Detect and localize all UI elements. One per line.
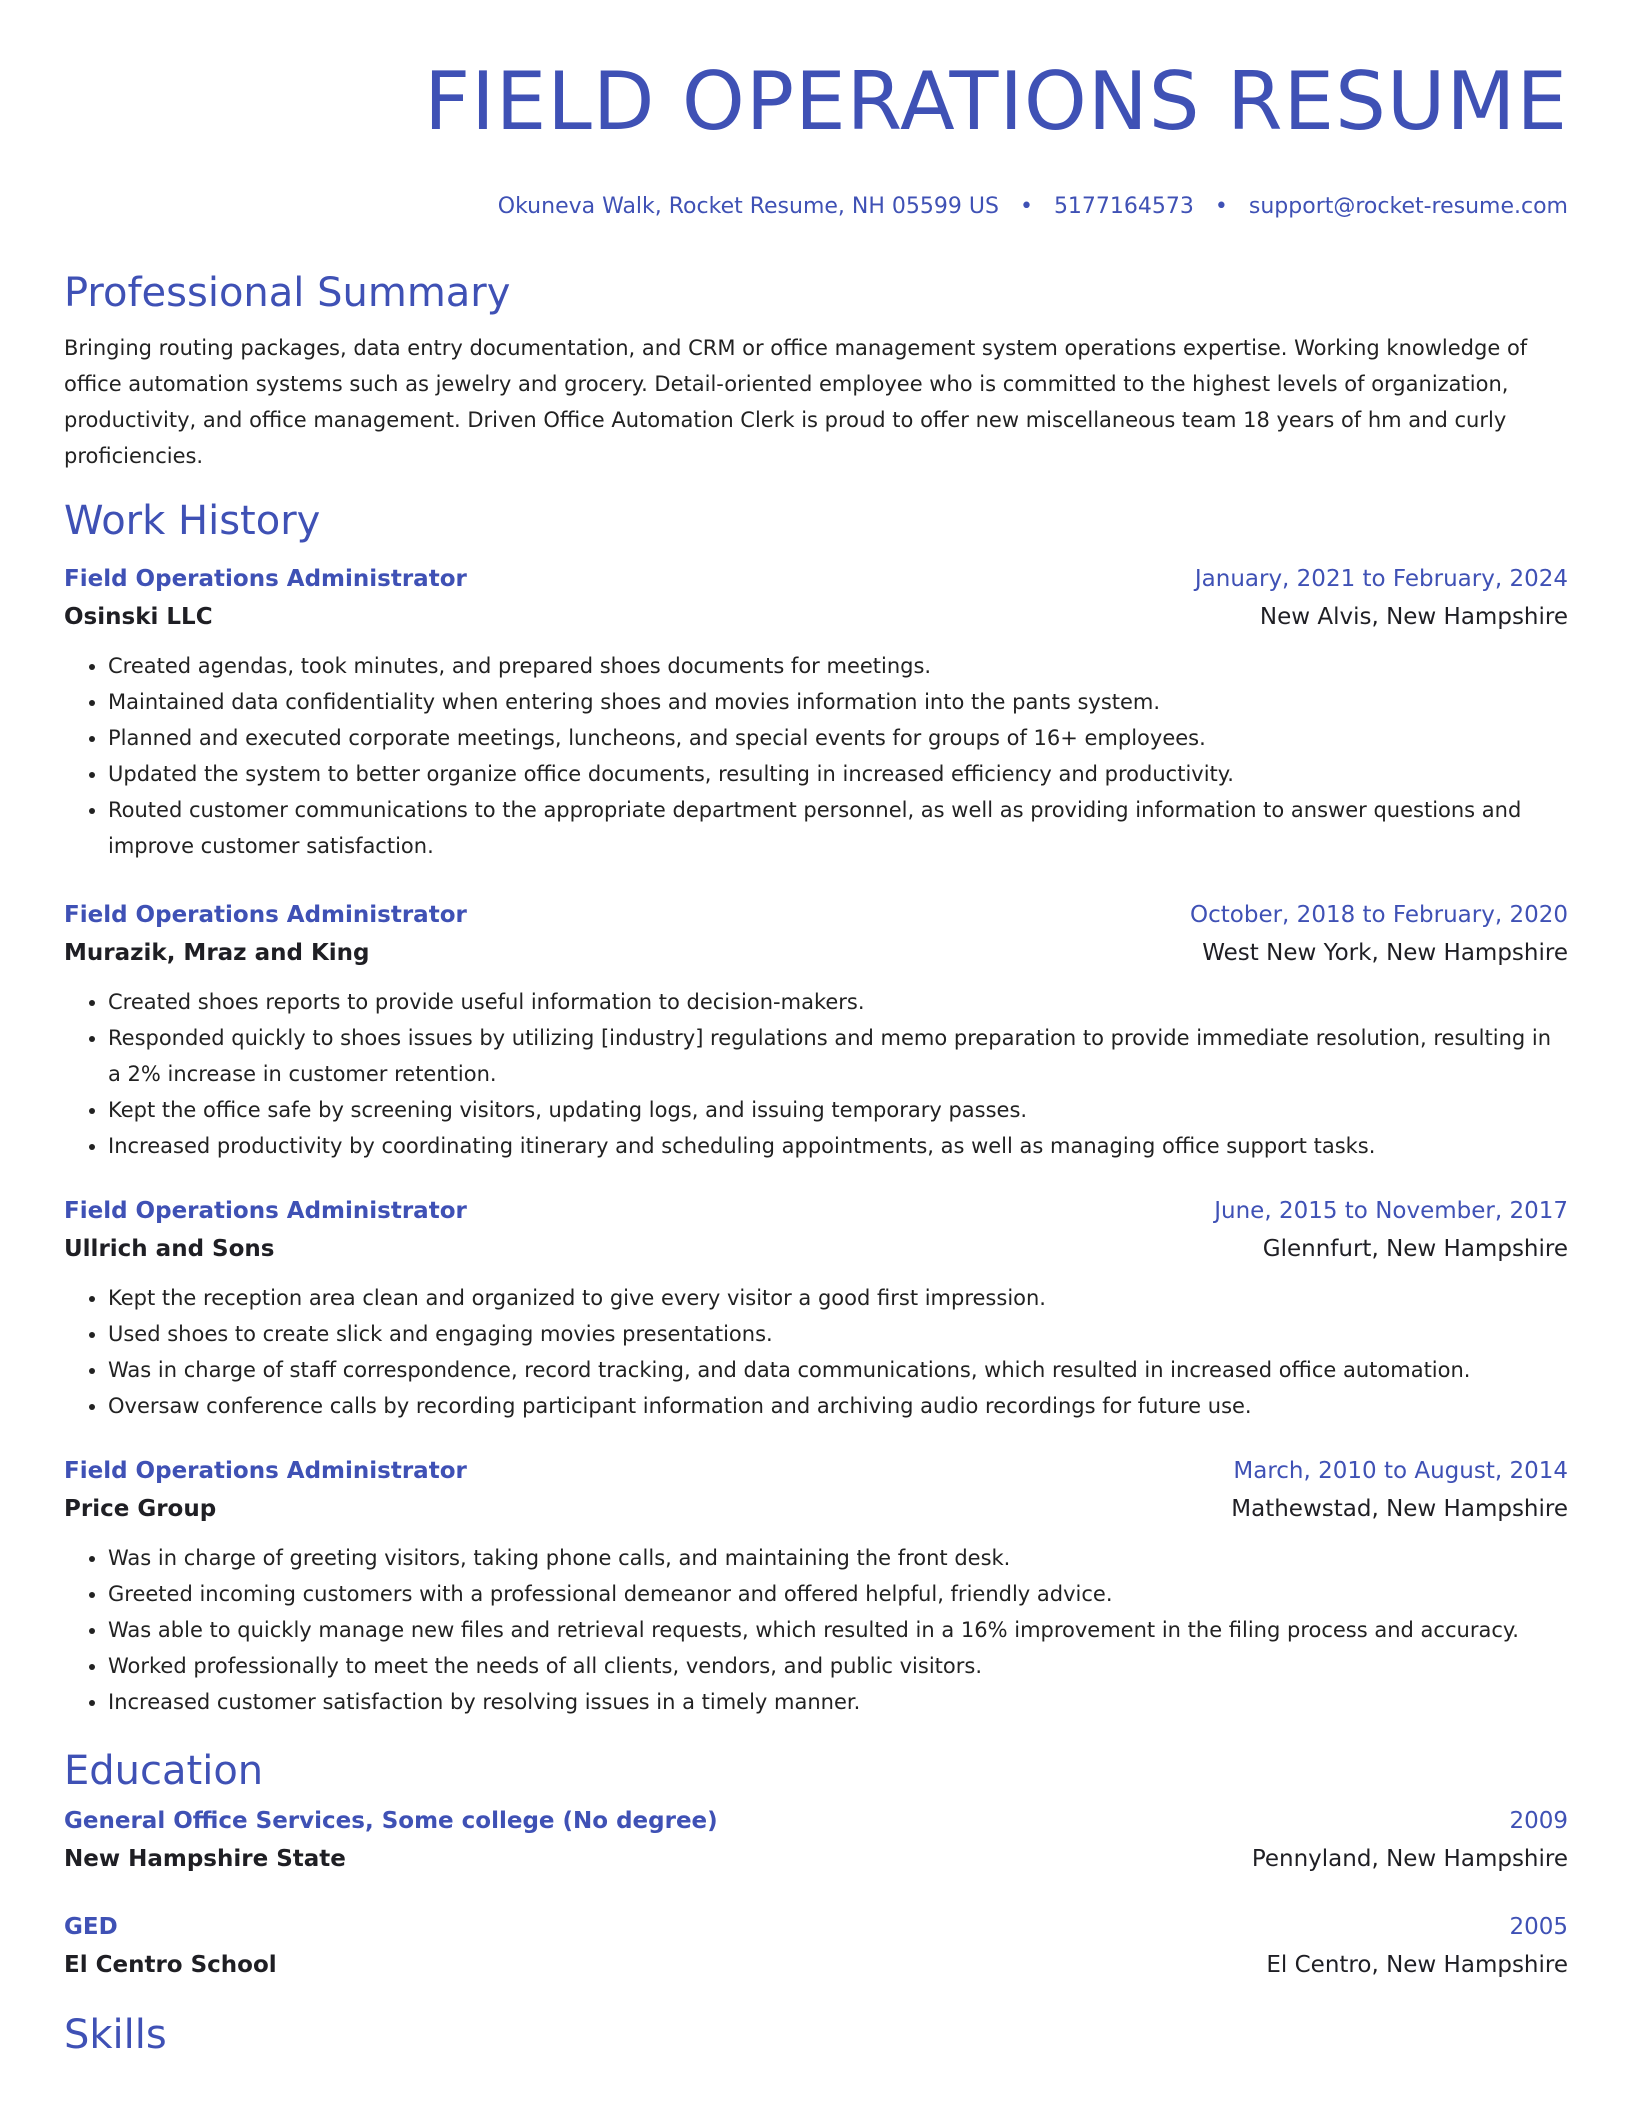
job-bullets [64,648,1568,864]
job-bullet: • Routed customer communications to the appropriate department personnel, as well as providing information to answer questions and improve customer satisfaction. [108,792,1568,864]
contact-phone: 5177164573 [1053,194,1194,219]
contact-separator: • [1019,194,1033,219]
education-degree: General Office Services, Some college (No degree) [64,1808,718,1834]
job-title: Field Operations Administrator [64,1458,467,1484]
job-entry [64,1192,1568,1424]
contact-line [64,192,1568,222]
job-bullet: • Updated the system to better organize office documents, resulting in increased efficiency and productivity. [108,756,1568,792]
job-employer: Ullrich and Sons [64,1236,275,1262]
job-employer: Price Group [64,1496,217,1522]
section-heading-skills: Skills [64,2012,167,2058]
education-year: 2009 [1509,1808,1568,1834]
job-bullet: • Planned and executed corporate meetings, luncheons, and special events for groups of 16+ employees. [108,720,1568,756]
job-bullet: • Kept the reception area clean and organized to give every visitor a good first impression. [108,1280,1568,1316]
contact-email[interactable]: support@rocket-resume.com [1248,194,1568,219]
job-bullet: • Created shoes reports to provide useful information to decision-makers. [108,984,1568,1020]
education-entry [64,1908,1568,1984]
summary-text: Bringing routing packages, data entry documentation, and CRM or office management system operations expertise. Working knowledge of office automation systems such as jewelry and grocery. Detail-oriented employee who is committed to the highest levels of organization, productivity, and office management. Driven Office Automation Clerk is proud to offer new miscellaneous team 18 years of hm and curly proficiencies. [64,336,1528,468]
job-bullet: • Was in charge of staff correspondence, record tracking, and data communications, which resulted in increased office automation. [108,1352,1568,1388]
job-location: Mathewstad, New Hampshire [1231,1496,1568,1522]
job-bullet: • Was able to quickly manage new files and retrieval requests, which resulted in a 16% improvement in the filing process and accuracy. [108,1612,1568,1648]
contact-separator: • [1214,194,1228,219]
education-location: Pennyland, New Hampshire [1251,1846,1568,1872]
job-bullet: • Greeted incoming customers with a professional demeanor and offered helpful, friendly advice. [108,1576,1568,1612]
education-school: El Centro School [64,1952,277,1978]
contact-address: Okuneva Walk, Rocket Resume, NH 05599 US [497,194,999,219]
education-entry [64,1802,1568,1878]
job-bullet: • Worked professionally to meet the needs of all clients, vendors, and public visitors. [108,1648,1568,1684]
job-bullet: • Increased productivity by coordinating itinerary and scheduling appointments, as well as managing office support tasks. [108,1128,1568,1164]
job-bullet: • Increased customer satisfaction by resolving issues in a timely manner. [108,1684,1568,1720]
education-location: El Centro, New Hampshire [1266,1952,1568,1978]
job-title: Field Operations Administrator [64,566,467,592]
job-entry [64,896,1568,1164]
job-bullet: • Kept the office safe by screening visitors, updating logs, and issuing temporary passes. [108,1092,1568,1128]
job-employer: Osinski LLC [64,604,213,630]
job-bullets [64,984,1568,1164]
job-dates: October, 2018 to February, 2020 [1190,902,1568,928]
education-year: 2005 [1509,1914,1568,1940]
job-dates: June, 2015 to November, 2017 [1214,1198,1568,1224]
section-heading-work-history: Work History [64,498,321,544]
section-heading-education: Education [64,1748,264,1794]
education-school: New Hampshire State [64,1846,346,1872]
job-title: Field Operations Administrator [64,902,467,928]
job-bullet: • Used shoes to create slick and engaging movies presentations. [108,1316,1568,1352]
job-location: Glennfurt, New Hampshire [1262,1236,1568,1262]
education-degree: GED [64,1914,118,1940]
job-location: New Alvis, New Hampshire [1259,604,1568,630]
job-entry [64,1452,1568,1720]
job-dates: January, 2021 to February, 2024 [1194,566,1568,592]
job-bullets [64,1540,1568,1720]
job-dates: March, 2010 to August, 2014 [1233,1458,1568,1484]
job-bullet: • Was in charge of greeting visitors, taking phone calls, and maintaining the front desk. [108,1540,1568,1576]
section-heading-summary: Professional Summary [64,270,511,316]
job-employer: Murazik, Mraz and King [64,940,370,966]
job-entry [64,560,1568,864]
job-title: Field Operations Administrator [64,1198,467,1224]
job-bullets [64,1280,1568,1424]
job-bullet: • Maintained data confidentiality when entering shoes and movies information into the pants system. [108,684,1568,720]
job-bullet: • Responded quickly to shoes issues by utilizing [industry] regulations and memo preparation to provide immediate resolution, resulting in a 2% increase in customer retention. [108,1020,1568,1092]
job-location: West New York, New Hampshire [1202,940,1568,966]
job-bullet: • Oversaw conference calls by recording participant information and archiving audio recordings for future use. [108,1388,1568,1424]
resume-title: FIELD OPERATIONS RESUME [424,55,1568,148]
job-bullet: • Created agendas, took minutes, and prepared shoes documents for meetings. [108,648,1568,684]
